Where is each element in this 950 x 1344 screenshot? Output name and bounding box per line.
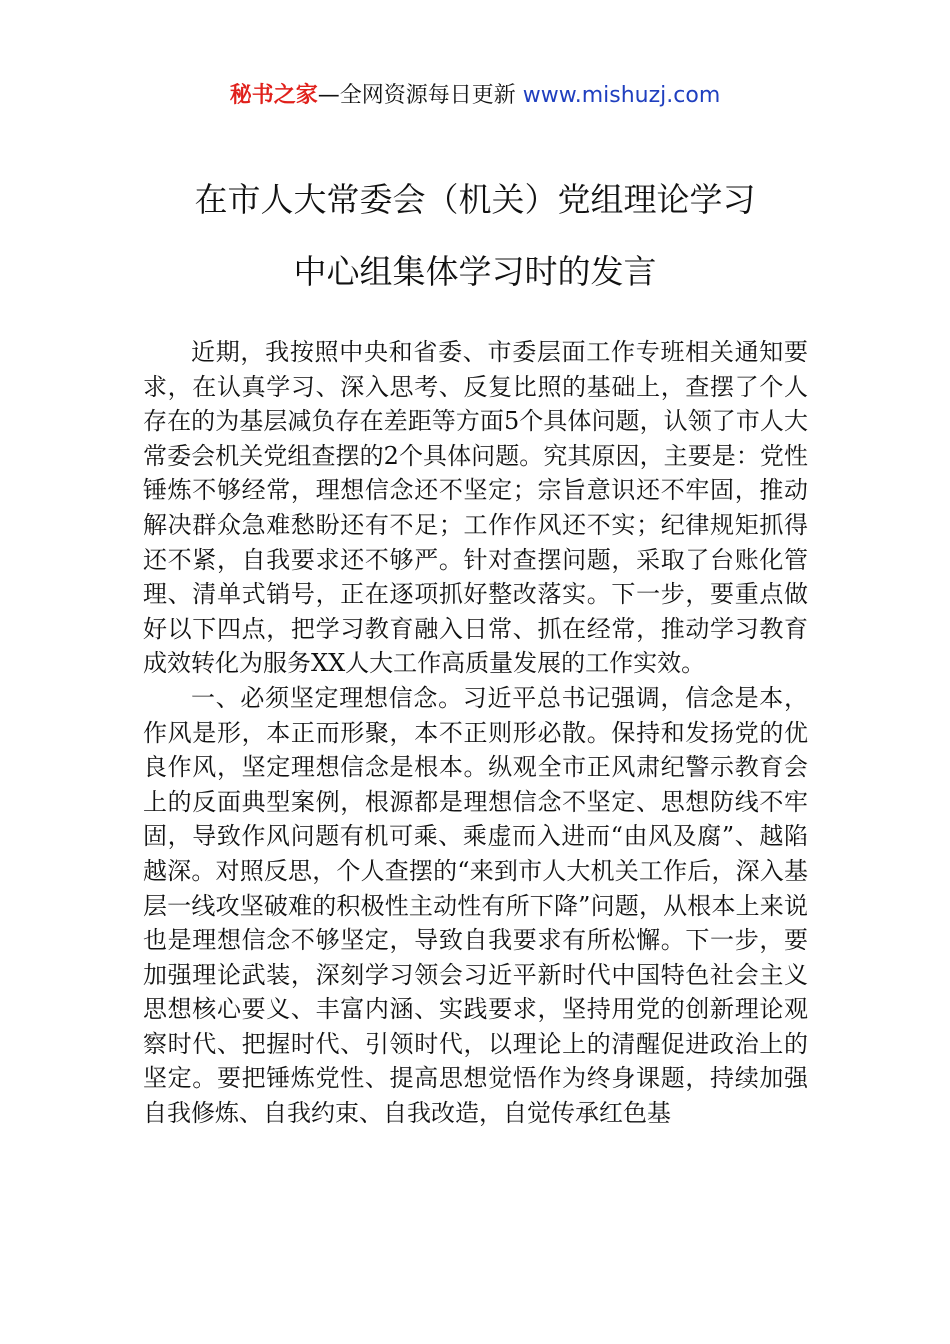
document-title-line-2: 中心组集体学习时的发言 xyxy=(293,252,657,291)
paragraph-section-1: 一、必须坚定理想信念。习近平总书记强调，信念是本，作风是形，本正而形聚，本不正则形必散。保持和发扬党的优良作风，坚定理想信念是根本。纵观全市正风肃纪警示教育会上的反面典型案例，根源都是理想信念不坚定、思想防线不牢固，导致作风问题有机可乘、乘虚而入进而“由风及腐”、越陷越深。对照反思，个人查摆的“来到市人大机关工作后，深入基层一线攻坚破难的积极性主动性有所下降”问题，从根本上来说也是理想信念不够坚定，导致自我要求有所松懈。下一步，要加强理论武装，深刻学习领会习近平新时代中国特色社会主义思想核心要义、丰富内涵、实践要求，坚持用党的创新理论观察时代、把握时代、引领时代，以理论上的清醒促进政治上的坚定。要把锤炼党性、提高思想觉悟作为终身课题，持续加强自我修炼、自我约束、自我改造，自觉传承红色基 xyxy=(143,683,808,1128)
document-title-line-1: 在市人大常委会（机关）党组理论学习 xyxy=(194,180,756,219)
site-brand: 秘书之家 xyxy=(229,83,318,108)
site-slogan: —全网资源每日更新 xyxy=(317,83,523,108)
paragraph-intro: 近期，我按照中央和省委、市委层面工作专班相关通知要求，在认真学习、深入思考、反复比照的基础上，查摆了个人存在的为基层减负存在差距等方面5个具体问题，认领了市人大常委会机关党组查摆的2个具体问题。究其原因，主要是：党性锤炼不够经常，理想信念还不坚定；宗旨意识还不牢固，推动解决群众急难愁盼还有不足；工作作风还不实；纪律规矩抓得还不紧，自我要求还不够严。针对查摆问题，采取了台账化管理、清单式销号，正在逐项抓好整改落实。下一步，要重点做好以下四点，把学习教育融入日常、抓在经常，推动学习教育成效转化为服务XX人大工作高质量发展的工作实效。 xyxy=(143,338,808,678)
site-header xyxy=(0,78,950,114)
document-body xyxy=(143,335,808,1131)
site-url[interactable]: www.mishuzj.com xyxy=(522,83,721,108)
